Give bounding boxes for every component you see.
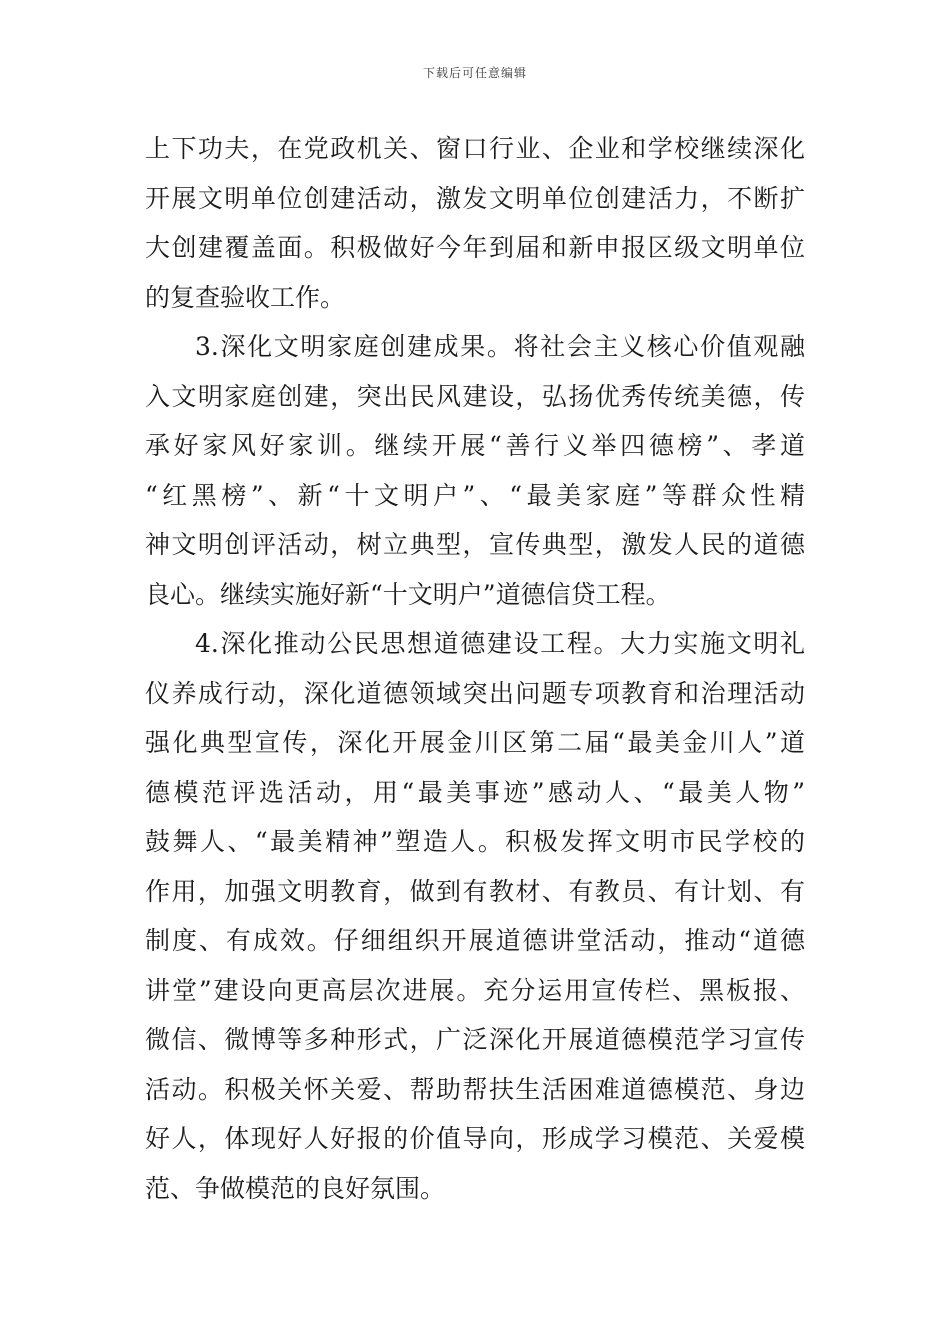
text-line: 上下功夫，在党政机关、窗口行业、企业和学校继续深化	[145, 134, 805, 163]
page-header: 下载后可任意编辑	[422, 66, 527, 80]
text-line: 承好家风好家训。继续开展“善行义举四德榜”、孝道	[145, 431, 805, 460]
text-line: 神文明创评活动，树立典型，宣传典型，激发人民的道德	[145, 530, 805, 559]
paragraph-first-line: 3.深化文明家庭创建成果。将社会主义核心价值观融	[195, 332, 805, 361]
text-line: 范、争做模范的良好氛围。	[145, 1173, 446, 1203]
paragraph-first-line: 4.深化推动公民思想道德建设工程。大力实施文明礼	[195, 629, 805, 658]
text-line: 活动。积极关怀关爱、帮助帮扶生活困难道德模范、身边	[145, 1074, 805, 1104]
text-line: 良心。继续实施好新“十文明户”道德信贷工程。	[145, 579, 671, 609]
text-line: 讲堂”建设向更高层次进展。充分运用宣传栏、黑板报、	[145, 975, 805, 1005]
body-text	[145, 124, 805, 1213]
text-line: 入文明家庭创建，突出民风建设，弘扬优秀传统美德，传	[145, 381, 805, 411]
text-line: 好人，体现好人好报的价值导向，形成学习模范、关爱模	[145, 1124, 805, 1153]
text-line: 强化典型宣传，深化开展金川区第二届“最美金川人”道	[145, 728, 805, 757]
text-line: 鼓舞人、“最美精神”塑造人。积极发挥文明市民学校的	[145, 827, 805, 856]
text-line: 大创建覆盖面。积极做好今年到届和新申报区级文明单位	[145, 233, 805, 262]
text-line: “红黑榜”、新“十文明户”、“最美家庭”等群众性精	[145, 480, 805, 510]
text-line: 微信、微博等多种形式，广泛深化开展道德模范学习宣传	[145, 1025, 805, 1054]
text-line: 开展文明单位创建活动，激发文明单位创建活力，不断扩	[145, 183, 805, 213]
text-line: 的复查验收工作。	[145, 282, 346, 312]
text-line: 作用，加强文明教育，做到有教材、有教员、有计划、有	[145, 876, 805, 906]
text-line: 仪养成行动，深化道德领域突出问题专项教育和治理活动	[145, 678, 805, 708]
text-line: 德模范评选活动，用“最美事迹”感动人、“最美人物”	[145, 777, 805, 807]
text-line: 制度、有成效。仔细组织开展道德讲堂活动，推动“道德	[145, 926, 805, 955]
